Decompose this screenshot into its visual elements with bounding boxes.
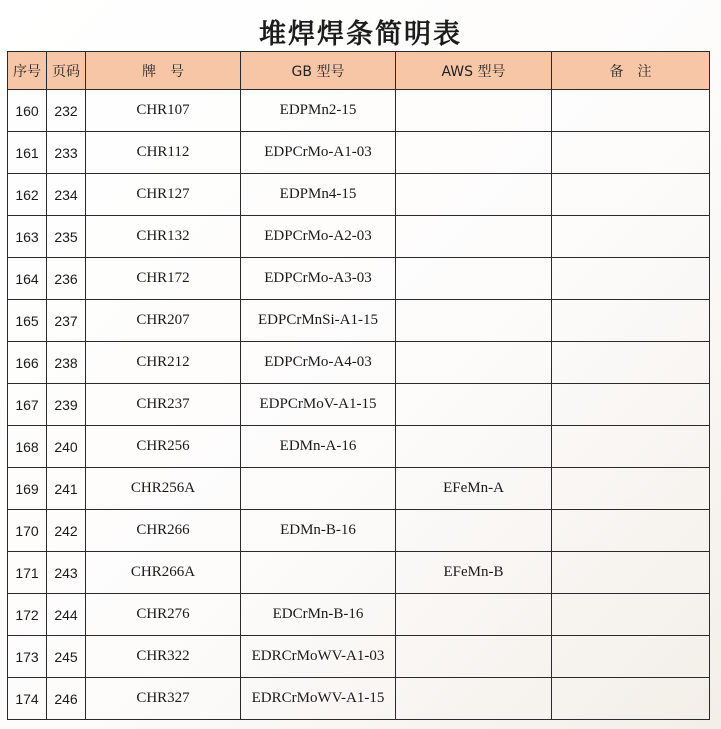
cell-gb-type: EDMn-B-16: [241, 510, 396, 552]
cell-seq: 168: [8, 426, 47, 468]
cell-brand: CHR212: [86, 342, 241, 384]
table-body: [8, 90, 710, 720]
cell-gb-type: EDMn-A-16: [241, 426, 396, 468]
cell-aws-type: [396, 132, 552, 174]
table-row: [8, 594, 710, 636]
table-row: [8, 678, 710, 720]
cell-seq: 163: [8, 216, 47, 258]
page-title: 堆焊焊条简明表: [259, 19, 462, 50]
cell-aws-type: [396, 300, 552, 342]
header-note: 备 注: [552, 52, 710, 90]
cell-gb-type: EDCrMn-B-16: [241, 594, 396, 636]
table-header-row: [8, 52, 710, 90]
cell-page: 240: [47, 426, 86, 468]
cell-brand: CHR256: [86, 426, 241, 468]
cell-note: [552, 258, 710, 300]
cell-brand: CHR132: [86, 216, 241, 258]
cell-aws-type: [396, 90, 552, 132]
cell-brand: CHR266: [86, 510, 241, 552]
header-aws-type: AWS 型号: [396, 52, 552, 90]
cell-gb-type: EDPCrMnSi-A1-15: [241, 300, 396, 342]
cell-brand: CHR172: [86, 258, 241, 300]
cell-gb-type: EDPCrMo-A3-03: [241, 258, 396, 300]
cell-note: [552, 342, 710, 384]
cell-note: [552, 636, 710, 678]
cell-page: 237: [47, 300, 86, 342]
cell-seq: 169: [8, 468, 47, 510]
electrode-table: [7, 51, 710, 720]
cell-note: [552, 384, 710, 426]
cell-seq: 173: [8, 636, 47, 678]
cell-page: 236: [47, 258, 86, 300]
cell-aws-type: [396, 258, 552, 300]
cell-seq: 167: [8, 384, 47, 426]
cell-brand: CHR276: [86, 594, 241, 636]
table-row: [8, 384, 710, 426]
table-row: [8, 132, 710, 174]
table-row: [8, 426, 710, 468]
table-row: [8, 174, 710, 216]
cell-gb-type: EDPCrMoV-A1-15: [241, 384, 396, 426]
cell-seq: 165: [8, 300, 47, 342]
cell-gb-type: EDPMn4-15: [241, 174, 396, 216]
cell-gb-type: EDPCrMo-A4-03: [241, 342, 396, 384]
header-brand: 牌 号: [86, 52, 241, 90]
cell-brand: CHR256A: [86, 468, 241, 510]
cell-brand: CHR127: [86, 174, 241, 216]
cell-note: [552, 468, 710, 510]
cell-brand: CHR207: [86, 300, 241, 342]
cell-page: 238: [47, 342, 86, 384]
cell-aws-type: [396, 342, 552, 384]
cell-seq: 171: [8, 552, 47, 594]
table-row: [8, 258, 710, 300]
cell-note: [552, 216, 710, 258]
cell-page: 239: [47, 384, 86, 426]
cell-note: [552, 552, 710, 594]
cell-gb-type: EDPCrMo-A2-03: [241, 216, 396, 258]
cell-seq: 170: [8, 510, 47, 552]
cell-page: 245: [47, 636, 86, 678]
table-row: [8, 90, 710, 132]
table-row: [8, 510, 710, 552]
cell-aws-type: [396, 678, 552, 720]
cell-gb-type: EDRCrMoWV-A1-15: [241, 678, 396, 720]
cell-gb-type: [241, 468, 396, 510]
cell-gb-type: [241, 552, 396, 594]
cell-page: 234: [47, 174, 86, 216]
header-gb-type: GB 型号: [241, 52, 396, 90]
table-row: [8, 468, 710, 510]
cell-seq: 160: [8, 90, 47, 132]
cell-seq: 161: [8, 132, 47, 174]
cell-note: [552, 90, 710, 132]
cell-aws-type: [396, 426, 552, 468]
cell-note: [552, 678, 710, 720]
cell-aws-type: EFeMn-B: [396, 552, 552, 594]
cell-page: 233: [47, 132, 86, 174]
cell-gb-type: EDPMn2-15: [241, 90, 396, 132]
cell-gb-type: EDPCrMo-A1-03: [241, 132, 396, 174]
cell-aws-type: [396, 216, 552, 258]
cell-brand: CHR327: [86, 678, 241, 720]
cell-note: [552, 300, 710, 342]
table-row: [8, 552, 710, 594]
table-row: [8, 216, 710, 258]
cell-page: 241: [47, 468, 86, 510]
cell-seq: 172: [8, 594, 47, 636]
cell-brand: CHR112: [86, 132, 241, 174]
cell-note: [552, 510, 710, 552]
table-row: [8, 300, 710, 342]
table-row: [8, 636, 710, 678]
cell-seq: 166: [8, 342, 47, 384]
cell-aws-type: [396, 636, 552, 678]
header-page: 页码: [47, 52, 86, 90]
header-seq: 序号: [8, 52, 47, 90]
cell-aws-type: [396, 510, 552, 552]
cell-aws-type: [396, 174, 552, 216]
cell-seq: 162: [8, 174, 47, 216]
cell-page: 235: [47, 216, 86, 258]
cell-page: 232: [47, 90, 86, 132]
cell-note: [552, 132, 710, 174]
cell-seq: 164: [8, 258, 47, 300]
cell-page: 243: [47, 552, 86, 594]
cell-note: [552, 594, 710, 636]
cell-note: [552, 426, 710, 468]
cell-brand: CHR107: [86, 90, 241, 132]
cell-seq: 174: [8, 678, 47, 720]
cell-aws-type: [396, 594, 552, 636]
cell-gb-type: EDRCrMoWV-A1-03: [241, 636, 396, 678]
table-row: [8, 342, 710, 384]
cell-brand: CHR322: [86, 636, 241, 678]
cell-page: 246: [47, 678, 86, 720]
cell-page: 242: [47, 510, 86, 552]
cell-note: [552, 174, 710, 216]
cell-brand: CHR237: [86, 384, 241, 426]
cell-page: 244: [47, 594, 86, 636]
cell-aws-type: [396, 384, 552, 426]
cell-brand: CHR266A: [86, 552, 241, 594]
cell-aws-type: EFeMn-A: [396, 468, 552, 510]
